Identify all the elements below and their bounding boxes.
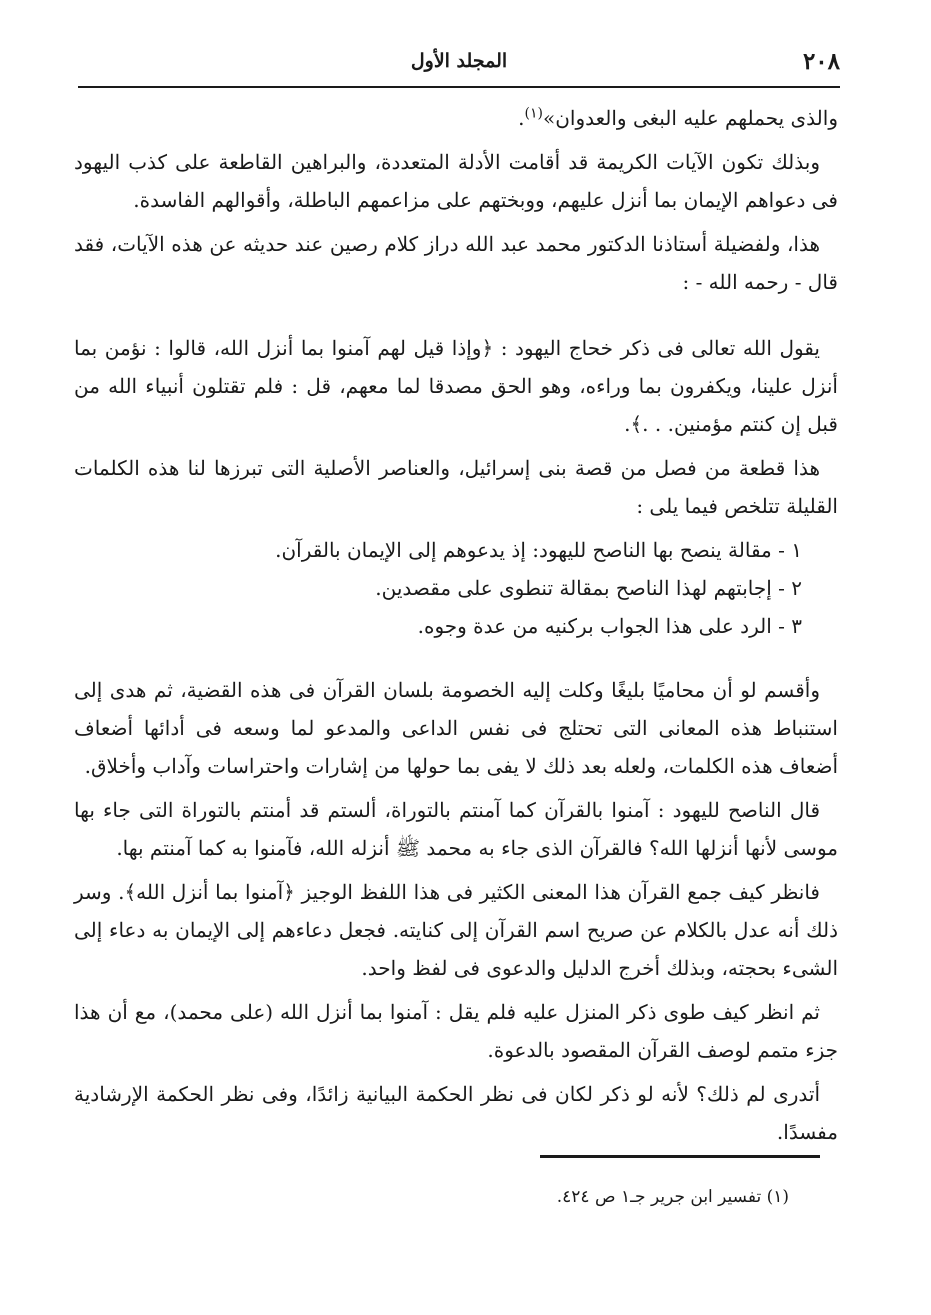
paragraph: أتدرى لم ذلك؟ لأنه لو ذكر لكان فى نظر الحكمة البيانية زائدًا، وفى نظر الحكمة الإرشادية مفسدًا. <box>74 1082 838 1144</box>
list-item: ٣ - الرد على هذا الجواب بركنيه من عدة وجوه. <box>417 614 802 638</box>
page-header <box>78 46 840 82</box>
paragraph: والذى يحملهم عليه البغى والعدوان»$^{(١)}$. <box>518 105 838 130</box>
spacer <box>74 307 838 329</box>
footnote: (١) تفسير ابن جرير جـ١ ص ٤٢٤. <box>556 1187 789 1207</box>
paragraph: قال الناصح لليهود : آمنوا بالقرآن كما آمنتم بالتوراة، ألستم قد أمنتم بالتوراة التى جاء بها موسى لأنها أنزلها الله؟ فالقرآن الذى جاء به محمد ﷺ أنزله الله، فآمنوا به كما آمنتم بها. <box>74 798 838 860</box>
paragraph: ثم انظر كيف طوى ذكر المنزل عليه فلم يقل : آمنوا بما أنزل الله (على محمد)، مع أن هذا جزء متمم لوصف القرآن المقصود بالدعوة. <box>74 1000 838 1062</box>
paragraph: يقول الله تعالى فى ذكر خحاج اليهود : ﴿وإذا قيل لهم آمنوا بما أنزل الله، قالوا : نؤمن بما أنزل علينا، ويكفرون بما وراءه، وهو الحق مصدقا لما معهم، قل : فلم تقتلون أنبياء الله من قبل إن كنتم مؤمنين. . .﴾. <box>74 336 838 436</box>
running-title: المجلد الأول <box>410 50 508 72</box>
paragraph: وبذلك تكون الآيات الكريمة قد أقامت الأدلة المتعددة، والبراهين القاطعة على كذب اليهود فى دعواهم الإيمان بما أنزل عليهم، ووبختهم على مزاعمهم الباطلة، وأقوالهم الفاسدة. <box>74 150 838 212</box>
paragraph: هذا قطعة من فصل من قصة بنى إسرائيل، والعناصر الأصلية التى تبرزها لنا هذه الكلمات القليلة تتلخص فيما يلى : <box>74 456 838 518</box>
header-divider <box>78 86 840 88</box>
paragraph: فانظر كيف جمع القرآن هذا المعنى الكثير فى هذا اللفظ الوجيز ﴿آمنوا بما أنزل الله﴾. وسر ذلك أنه عدل بالكلام عن صريح اسم القرآن إلى كنايته. فجعل دعاءهم إلى الإيمان به دعاء إلى الشىء بحجته، وبذلك أخرج الدليل والدعوى فى لفظ واحد. <box>74 880 838 980</box>
main-text <box>74 99 838 1157</box>
page-number: ٢٠٨ <box>802 48 840 75</box>
paragraph: هذا، ولفضيلة أستاذنا الدكتور محمد عبد الله دراز كلام رصين عند حديثه عن هذه الآيات، فقد قال - رحمه الله - : <box>74 232 838 294</box>
numbered-list <box>74 531 838 645</box>
list-item: ٢ - إجابتهم لهذا الناصح بمقالة تنطوى على مقصدين. <box>375 576 802 600</box>
footnote-divider <box>540 1155 820 1158</box>
paragraph: وأقسم لو أن محاميًا بليغًا وكلت إليه الخصومة بلسان القرآن فى هذه القضية، ثم هدى إلى استنباط هذه المعانى التى تحتلج فى نفس الداعى والمدعو لما وسعه فى أدائها أضعاف أضعاف هذه الكلمات، ولعله بعد ذلك لا يفى بما حولها من إشارات واحتراسات وآداب وأخلاق. <box>74 678 838 778</box>
footnote-reference: (١) <box>524 105 543 122</box>
spacer <box>74 649 838 671</box>
list-item: ١ - مقالة ينصح بها الناصح لليهود: إذ يدعوهم إلى الإيمان بالقرآن. <box>275 538 802 562</box>
